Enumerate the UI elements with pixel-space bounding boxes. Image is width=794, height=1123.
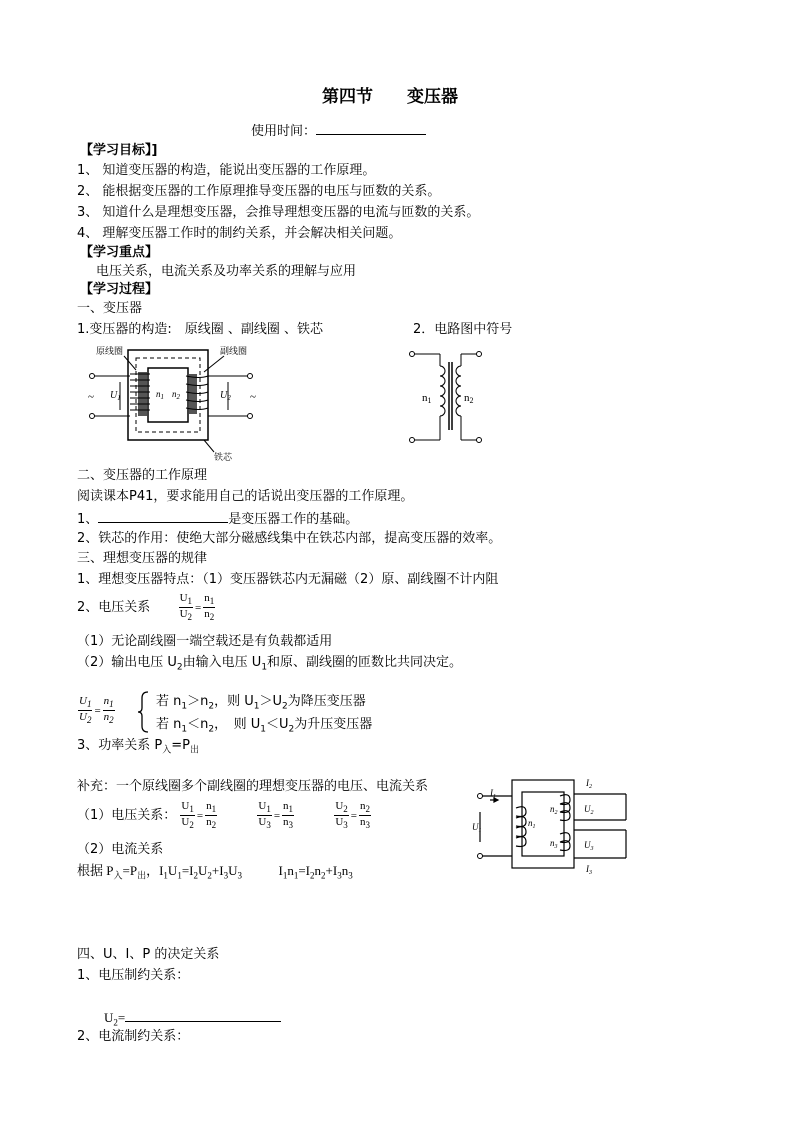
- usage-time-blank[interactable]: [316, 121, 426, 135]
- transformer-construction-figure: [78, 340, 268, 462]
- svg-text:n2: [464, 392, 474, 405]
- power-relation: 3、功率关系 $P_入=P_出$: [77, 738, 200, 756]
- question-1: [77, 509, 358, 529]
- voltage-ratio-n: $\frac{n_1}{n_2}$: [204, 592, 215, 623]
- multi-secondary-figure: [468, 772, 638, 878]
- read-instruction: 阅读课本P41，要求能用自己的话说出变压器的工作原理。: [77, 489, 414, 504]
- voltage-constraint: 1、电压制约关系：: [77, 968, 190, 983]
- section-3-title: 三、理想变压器的规律: [77, 551, 208, 566]
- voltage-ratio-u: $\frac{U_1}{U_2}$: [179, 592, 193, 623]
- svg-text:n2: $n_2$: [550, 804, 558, 816]
- svg-text:U1: $U_1$: [472, 822, 482, 834]
- fig-u2-label: U: [220, 390, 228, 401]
- svg-text:U1: [110, 390, 121, 402]
- svg-text:U3: $U_3$: [584, 840, 594, 852]
- sym-n1-label: n: [422, 392, 428, 404]
- svg-text:n1: $n_1$: [528, 818, 536, 830]
- usage-time: [251, 121, 426, 141]
- sym-n2-label: n: [464, 392, 470, 404]
- fig-secondary-label: 副线圈: [220, 346, 248, 356]
- voltage-relation-label: 2、电压关系: [77, 600, 151, 616]
- page-title: 第四节 变压器: [322, 87, 458, 107]
- fig-n1-label: n: [156, 389, 161, 399]
- objective-item-3: 3、 知道什么是理想变压器，会推导理想变压器的电流与匝数的关系。: [77, 205, 480, 220]
- fig-n2-sub: 2: [176, 393, 180, 401]
- svg-text:n1: [156, 389, 164, 401]
- usage-time-label: 使用时间：: [251, 124, 317, 139]
- voltage-relation: 2、电压关系 $\frac{U_1}{U_2}$ = $\frac{n_1}{n_2}$: [77, 592, 215, 623]
- fig-u1-sub: 1: [117, 394, 121, 402]
- fig-tilde-right: ~: [250, 391, 256, 403]
- supplement-basis: 根据 $P_入=P_出$，$I_1U_1=I_2U_2+I_3U_3$ $I_1n_1=I_2n_2+I_3n_3$: [77, 863, 353, 881]
- svg-text:I2: $I_2$: [586, 778, 592, 790]
- symbol-line: 2．电路图中符号: [413, 322, 513, 337]
- question-1-suffix: 是变压器工作的基础。: [228, 512, 359, 527]
- svg-text:U2: [220, 390, 231, 402]
- supplement-voltage: （1）电压关系： $\frac{U_1}{U_2}$ = $\frac{n_1}{n_2}$ $\frac{U_1}{U_3}$ = $\frac{n_1}{n_3}$ $\frac{U_2}{U_3}$ = $\frac{n_2}{n_3}$: [77, 800, 370, 831]
- fig-u1-label: U: [110, 390, 118, 401]
- svg-text:I1: $I_1$: [490, 788, 496, 800]
- keypoints-heading: 【学习重点】: [80, 245, 159, 260]
- supplement-title: 补充：一个原线圈多个副线圈的理想变压器的电压、电流关系: [77, 779, 429, 794]
- fig-tilde-left: ~: [88, 391, 94, 403]
- u2-answer-blank[interactable]: [125, 1008, 281, 1022]
- svg-text:U2: $U_2$: [584, 804, 594, 816]
- sym-n2-sub: 2: [469, 396, 474, 405]
- process-heading: 【学习过程】: [80, 282, 159, 297]
- case-step-down: 若 $n_1>n_2$，则 $U_1>U_2$为降压变压器: [156, 694, 366, 712]
- construction-line: 1.变压器的构造: 原线圈 、副线圈 、铁芯: [77, 322, 324, 337]
- current-constraint: 2、电流制约关系：: [77, 1029, 190, 1044]
- cases-ratio: $\frac{U_1}{U_2}$ = $\frac{n_1}{n_2}$: [79, 695, 114, 726]
- objectives-heading: 【学习目标】]: [80, 143, 158, 158]
- svg-text:n1: [422, 392, 432, 405]
- svg-text:I3: $I_3$: [586, 864, 592, 876]
- transformer-symbol-figure: [402, 344, 492, 448]
- case-step-up: 若 $n_1<n_2$， 则 $U_1<U_2$为升压变压器: [156, 717, 373, 735]
- cases-brace: [136, 690, 152, 734]
- fig-u2-sub: 2: [227, 394, 231, 402]
- supplement-current: （2）电流关系: [77, 842, 164, 857]
- objective-item-1: 1、 知道变压器的构造，能说出变压器的工作原理。: [77, 163, 376, 178]
- section-1-title: 一、变压器: [77, 301, 143, 316]
- keypoints-text: 电压关系，电流关系及功率关系的理解与应用: [96, 264, 357, 279]
- fig-core-label: 铁芯: [214, 452, 233, 462]
- objective-item-2: 2、 能根据变压器的工作原理推导变压器的电压与匝数的关系。: [77, 184, 441, 199]
- question-1-blank[interactable]: [98, 509, 228, 523]
- sym-n1-sub: 1: [427, 396, 432, 405]
- objective-item-4: 4、 理解变压器工作时的制约关系，并会解决相关问题。: [77, 226, 402, 241]
- fig-n2-label: n: [172, 389, 177, 399]
- ideal-features: 1、理想变压器特点：（1）变压器铁芯内无漏磁（2）原、副线圈不计内阻: [77, 572, 499, 587]
- section-4-title: 四、U、I、P 的决定关系: [77, 947, 220, 962]
- fig-n1-sub: 1: [160, 393, 164, 401]
- svg-text:n2: [172, 389, 181, 401]
- question-2: 2、铁芯的作用：使绝大部分磁感线集中在铁芯内部，提高变压器的效率。: [77, 531, 502, 546]
- note-1: （1）无论副线圈一端空载还是有负载都适用: [77, 634, 333, 649]
- question-1-prefix: 1、: [77, 512, 99, 527]
- section-2-title: 二、变压器的工作原理: [77, 468, 208, 483]
- svg-text:n3: $n_3$: [550, 838, 558, 850]
- note-2: （2）输出电压 $U_2$由输入电压 $U_1$和原、副线圈的匝数比共同决定。: [77, 655, 463, 673]
- u2-answer-line: $U_2=$: [104, 1008, 281, 1032]
- fig-primary-label: 原线圈: [96, 346, 124, 356]
